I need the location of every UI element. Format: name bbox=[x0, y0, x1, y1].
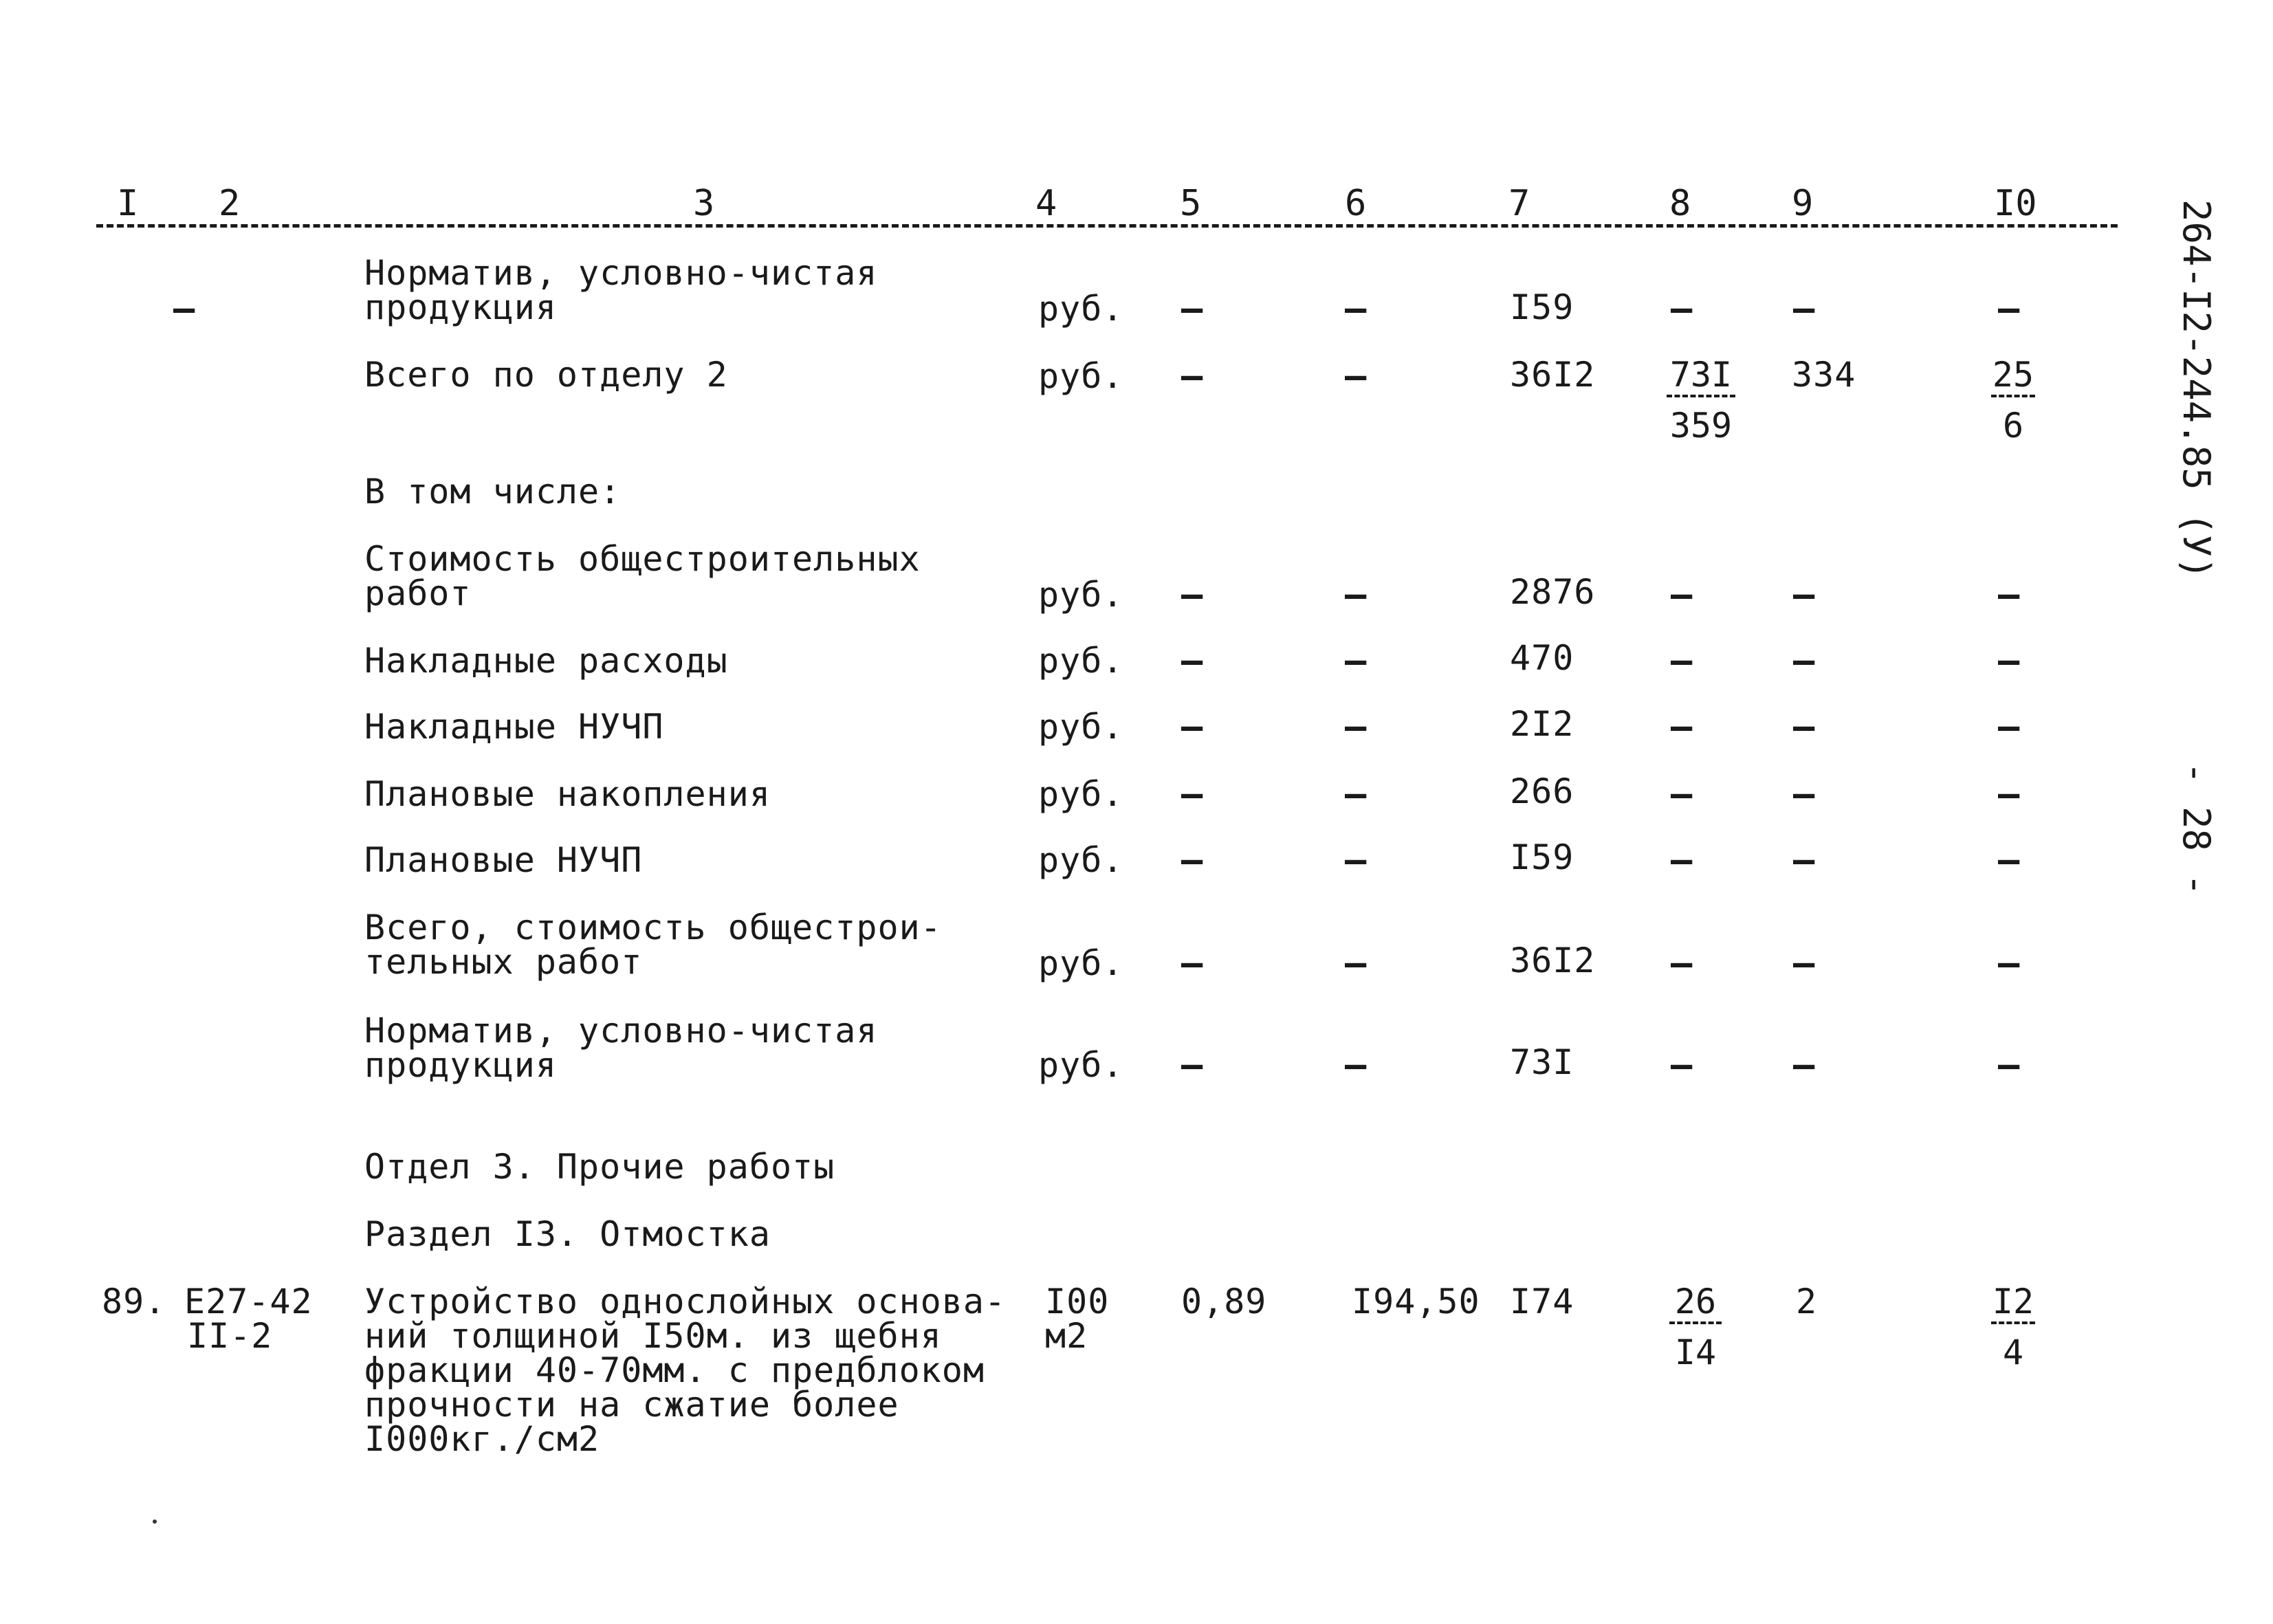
column-header-9: 9 bbox=[1792, 183, 1814, 224]
row-description: Норматив, условно-чистая bbox=[364, 1011, 878, 1051]
fraction-numerator: I2 bbox=[1991, 1284, 2035, 1324]
item-code: Е27-42 bbox=[184, 1282, 313, 1321]
cell-col8: – bbox=[1671, 943, 1693, 984]
row-description-cont: фракции 40-70мм. с предблоком bbox=[364, 1350, 985, 1390]
cell-unit: руб. bbox=[1038, 575, 1124, 615]
cell-col5: – bbox=[1181, 840, 1203, 881]
cell-col9: – bbox=[1793, 640, 1815, 681]
fraction-denominator: I4 bbox=[1674, 1332, 1717, 1372]
cell-col5: – bbox=[1181, 706, 1203, 747]
cell-col5: – bbox=[1181, 574, 1203, 615]
row-description: Плановые накопления bbox=[364, 774, 771, 814]
row-description: Плановые НУЧП bbox=[364, 840, 643, 880]
cell-col9: – bbox=[1793, 943, 1815, 984]
row-description: Стоимость общестроительных bbox=[364, 539, 921, 579]
cell-col6: – bbox=[1345, 355, 1367, 397]
cell-col7: 2I2 bbox=[1510, 704, 1574, 744]
cell-col5: – bbox=[1181, 773, 1203, 815]
cell-col6: – bbox=[1345, 640, 1367, 681]
cell-col9: – bbox=[1793, 840, 1815, 881]
row-description: Всего по отделу 2 bbox=[364, 355, 728, 395]
cell-col7: 36I2 bbox=[1510, 355, 1596, 395]
cell-unit: руб. bbox=[1038, 774, 1124, 814]
cell-col8: – bbox=[1671, 773, 1693, 815]
row-description: Устройство однослойных основа- bbox=[364, 1282, 1007, 1321]
cell-unit: руб. bbox=[1038, 1045, 1124, 1085]
row-description: Норматив, условно-чистая bbox=[364, 253, 878, 293]
cell-col8: – bbox=[1671, 1044, 1693, 1086]
cell-unit: I00 bbox=[1045, 1282, 1110, 1321]
cell-col10: – bbox=[1998, 706, 2020, 747]
cell-col5: 0,89 bbox=[1181, 1282, 1267, 1321]
cell-col10: – bbox=[1998, 943, 2020, 984]
cell-col6: I94,50 bbox=[1352, 1282, 1480, 1321]
document-code: 264-I2-244.85 (У) bbox=[2175, 199, 2218, 580]
column-header-1: I bbox=[117, 183, 139, 224]
subsection-heading: Раздел I3. Отмостка bbox=[364, 1214, 771, 1254]
cell-col7: 73I bbox=[1510, 1042, 1574, 1082]
fraction-denominator: 4 bbox=[2002, 1332, 2024, 1372]
cell-col8: – bbox=[1671, 574, 1693, 615]
cell-unit: руб. bbox=[1038, 840, 1124, 880]
cell-col6: – bbox=[1345, 288, 1367, 329]
cell-col6: – bbox=[1345, 706, 1367, 747]
cell-col9: 334 bbox=[1792, 355, 1856, 395]
cell-col7: I74 bbox=[1510, 1282, 1574, 1321]
row-description-cont: ний толщиной I50м. из щебня bbox=[364, 1316, 942, 1356]
fraction-numerator: 73I bbox=[1667, 358, 1735, 397]
cell-col9: – bbox=[1793, 706, 1815, 747]
cell-col10: – bbox=[1998, 1044, 2020, 1086]
row-description: Всего, стоимость общестрои- bbox=[364, 908, 942, 947]
fraction-denominator: 359 bbox=[1669, 406, 1733, 446]
cell-col10: – bbox=[1998, 288, 2020, 329]
cell-col9: – bbox=[1793, 574, 1815, 615]
row-description-cont: продукция bbox=[364, 287, 557, 327]
section-heading: Отдел 3. Прочие работы bbox=[364, 1147, 835, 1187]
row-description-cont: I000кг./см2 bbox=[364, 1419, 600, 1459]
cell-unit: руб. bbox=[1038, 356, 1124, 396]
cell-col10: – bbox=[1998, 574, 2020, 615]
cell-col6: – bbox=[1345, 773, 1367, 815]
subheading: В том числе: bbox=[364, 472, 622, 512]
cell-unit: руб. bbox=[1038, 707, 1124, 747]
cell-col5: – bbox=[1181, 640, 1203, 681]
cell-col6: – bbox=[1345, 574, 1367, 615]
cell-col2: – bbox=[173, 288, 195, 329]
cell-col5: – bbox=[1181, 288, 1203, 329]
item-number: 89. bbox=[102, 1282, 166, 1321]
fraction-denominator: 6 bbox=[2002, 406, 2024, 446]
item-code-cont: II-2 bbox=[187, 1316, 273, 1356]
cell-unit: руб. bbox=[1038, 289, 1124, 329]
cell-col10: – bbox=[1998, 773, 2020, 815]
cell-col7: I59 bbox=[1510, 287, 1574, 327]
cell-col10: – bbox=[1998, 640, 2020, 681]
cell-col5: – bbox=[1181, 355, 1203, 397]
cell-col6: – bbox=[1345, 943, 1367, 984]
cell-col8: – bbox=[1671, 840, 1693, 881]
fraction-numerator: 25 bbox=[1991, 358, 2035, 397]
column-header-4: 4 bbox=[1035, 183, 1057, 224]
fraction-numerator: 26 bbox=[1669, 1284, 1722, 1324]
cell-col7: 266 bbox=[1510, 771, 1574, 811]
cell-col7: 2876 bbox=[1510, 572, 1596, 612]
row-description-cont: работ bbox=[364, 573, 472, 613]
row-description-cont: тельных работ bbox=[364, 942, 643, 982]
cell-unit: руб. bbox=[1038, 943, 1124, 983]
cell-unit: руб. bbox=[1038, 641, 1124, 681]
column-header-7: 7 bbox=[1508, 183, 1530, 224]
column-header-8: 8 bbox=[1669, 183, 1691, 224]
cell-col9: – bbox=[1793, 288, 1815, 329]
fraction-col10 bbox=[1991, 355, 2035, 446]
column-header-10: I0 bbox=[1994, 183, 2037, 224]
column-header-6: 6 bbox=[1345, 183, 1367, 224]
row-description-cont: продукция bbox=[364, 1045, 557, 1085]
cell-col9: 2 bbox=[1796, 1282, 1818, 1321]
row-description: Накладные расходы bbox=[364, 641, 728, 681]
cell-col7: 36I2 bbox=[1510, 941, 1596, 980]
cell-col8: – bbox=[1671, 640, 1693, 681]
cell-col9: – bbox=[1793, 773, 1815, 815]
header-divider bbox=[96, 224, 2118, 228]
scan-speck bbox=[153, 1519, 157, 1524]
cell-col8: – bbox=[1671, 706, 1693, 747]
page-number: - 28 - bbox=[2175, 762, 2218, 897]
cell-col5: – bbox=[1181, 1044, 1203, 1086]
fraction-col10 bbox=[1991, 1284, 2035, 1370]
cell-unit-cont: м2 bbox=[1045, 1316, 1088, 1356]
row-description-cont: прочности на сжатие более bbox=[364, 1385, 899, 1425]
cell-col9: – bbox=[1793, 1044, 1815, 1086]
cell-col8: – bbox=[1671, 288, 1693, 329]
cell-col7: I59 bbox=[1510, 837, 1574, 877]
row-description: Накладные НУЧП bbox=[364, 707, 664, 747]
fraction-col8 bbox=[1667, 355, 1735, 446]
cell-col10: – bbox=[1998, 840, 2020, 881]
column-header-3: 3 bbox=[693, 183, 715, 224]
cell-col6: – bbox=[1345, 840, 1367, 881]
cell-col5: – bbox=[1181, 943, 1203, 984]
fraction-col8 bbox=[1669, 1284, 1722, 1370]
cell-col6: – bbox=[1345, 1044, 1367, 1086]
column-header-5: 5 bbox=[1180, 183, 1202, 224]
cell-col7: 470 bbox=[1510, 638, 1574, 678]
column-header-2: 2 bbox=[219, 183, 241, 224]
